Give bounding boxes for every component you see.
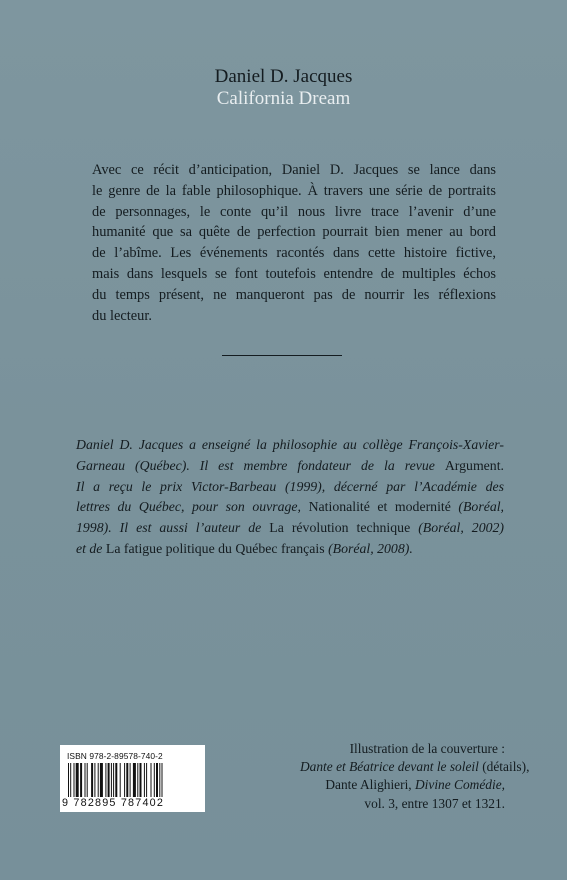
barcode-bar [68, 763, 69, 797]
credits-line: vol. 3, entre 1307 et 1321. [364, 795, 505, 811]
credits-line [300, 776, 505, 794]
bio-text: (Boréal, [450, 499, 505, 515]
title-block [0, 66, 567, 110]
barcode-bar [126, 763, 128, 797]
artwork-title: Dante et Béatrice devant le soleil [300, 759, 479, 775]
barcode-bar [115, 763, 117, 797]
barcode-bar [74, 763, 75, 797]
bio-line [76, 435, 504, 456]
barcode-bar [154, 763, 155, 797]
bio-work-title: La fatigue politique du Québec français [105, 540, 325, 556]
bio-text: Daniel D. Jacques a enseigné la philosophie au collège François-Xavier- [76, 437, 504, 452]
barcode-bar [146, 763, 147, 797]
bio-work-title: La révolution technique [269, 520, 411, 536]
blurb-paragraph [92, 160, 496, 326]
barcode-bar [162, 763, 163, 797]
barcode-bar [91, 763, 93, 797]
bio-line [76, 539, 504, 560]
credits-line [300, 758, 530, 776]
bio-line [76, 477, 504, 498]
bio-text: lettres du Québec, pour son ouvrage, [76, 499, 309, 515]
barcode-bars [66, 763, 199, 799]
bio-line [76, 456, 504, 477]
blurb-line: de personnages, le conte qu’il nous livre trace l’avenir d’une [92, 203, 496, 220]
bio-text: (Boréal, 2002) [410, 520, 504, 536]
credits-text: Dante Alighieri, [325, 777, 415, 793]
barcode-digits: 9 782895 787402 [62, 797, 165, 809]
bio-text: et de [76, 540, 106, 556]
cover-credits [300, 740, 530, 813]
bio-text: Il a reçu le prix Victor-Barbeau (1999), décerné par l’Académie des [76, 478, 504, 494]
bio-text: 1998). Il est aussi l’auteur de [76, 520, 270, 536]
barcode-bar [85, 763, 86, 797]
blurb-line: mais dans lesquels se font toutefois entendre de multiples échos [92, 265, 496, 282]
book-title: California Dream [216, 88, 351, 109]
barcode-bar [151, 763, 152, 797]
blurb-line: de l’abîme. Les événements racontés dans cette histoire fictive, [92, 245, 496, 262]
bio-work-title: Nationalité et modernité [308, 499, 451, 515]
credits-text: (détails), [478, 759, 530, 775]
barcode-bar [76, 763, 79, 797]
barcode-bar [113, 763, 114, 797]
barcode-bar [94, 763, 95, 797]
barcode-bar [108, 763, 110, 797]
barcode-bar [144, 763, 145, 797]
bio-work-title: Argument. [444, 457, 504, 473]
barcode-bar [130, 763, 131, 797]
blurb-line: Avec ce récit d’anticipation, Daniel D. Jacques se lance dans [92, 162, 496, 178]
bio-line [76, 497, 504, 518]
credits-line: Illustration de la couverture : [349, 741, 505, 756]
work-title: Divine Comédie, [415, 777, 505, 793]
bio-line [76, 518, 504, 539]
barcode-bar [100, 763, 103, 797]
blurb-line: humanité que sa quête de perfection pourrait bien mener au bord [92, 224, 496, 241]
barcode-bar [111, 763, 112, 797]
isbn-barcode [60, 745, 205, 812]
barcode-bar [105, 763, 106, 797]
blurb-line: du lecteur. [92, 307, 152, 324]
bio-text: Garneau (Québec). Il est membre fondateur de la revue [76, 457, 445, 473]
blurb-line: le genre de la fable philosophique. À travers une série de portraits [92, 182, 496, 199]
barcode-bar [87, 763, 88, 797]
barcode-bar [70, 763, 71, 797]
barcode-bar [124, 763, 125, 797]
barcode-bar [137, 763, 138, 797]
barcode-bar [156, 763, 158, 797]
barcode-bar [159, 763, 160, 797]
barcode-bar [80, 763, 82, 797]
barcode-bar [140, 763, 142, 797]
barcode-bar [120, 763, 121, 797]
bio-text: (Boréal, 2008). [324, 540, 413, 556]
barcode-bar [98, 763, 99, 797]
blurb-line: du temps présent, ne manqueront pas de nourrir les réflexions [92, 286, 496, 303]
barcode-bar [133, 763, 136, 797]
author-name: Daniel D. Jacques [214, 66, 353, 87]
divider-rule [222, 355, 342, 356]
author-bio [76, 435, 504, 560]
isbn-label: ISBN 978-2-89578-740-2 [67, 751, 163, 761]
